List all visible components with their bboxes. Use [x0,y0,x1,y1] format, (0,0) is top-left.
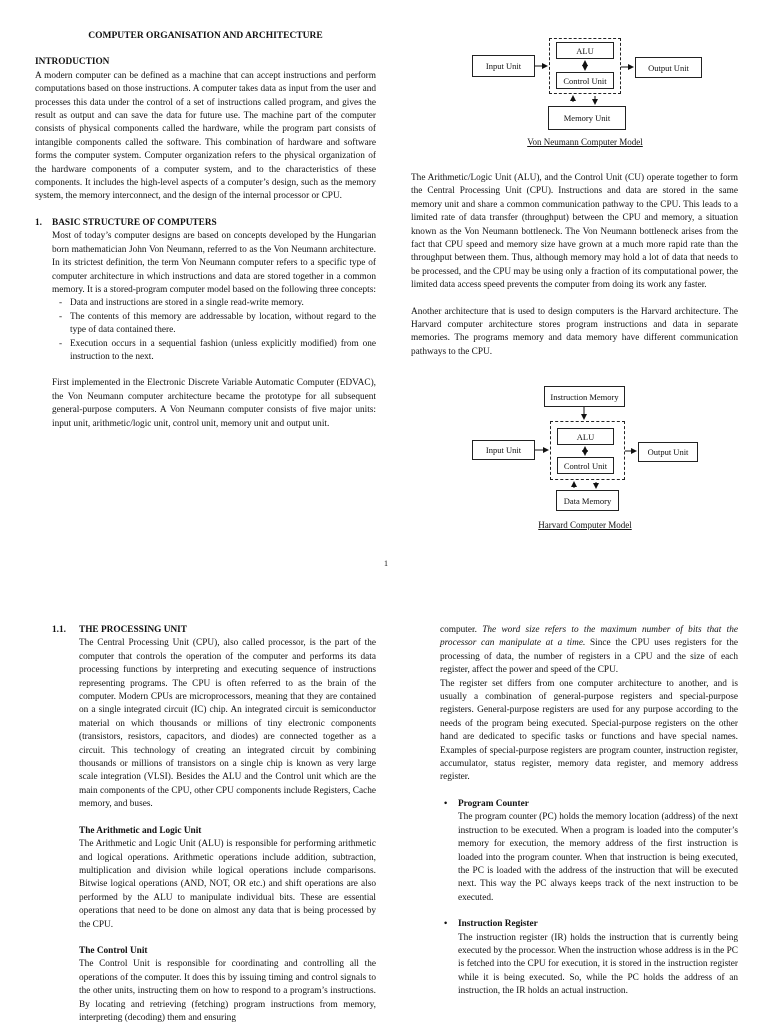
input-unit-box: Input Unit [472,55,535,77]
output-unit-box: Output Unit [635,57,702,78]
alu-box: ALU [556,42,614,59]
list-item [440,918,738,998]
instruction-register-paragraph: The instruction register (IR) holds the instruction that is currently being executed by the processor. When the instruction whose address is in the PC is fetched into the CPU for execution, it is stored in the instruction register while it is being executed. So, while the PC holds the address of an instruction, the IR holds an actual instruction. [458,932,738,997]
bullet-marker: • [444,799,448,809]
alu-heading: The Arithmetic and Logic Unit [79,825,202,836]
harvard-caption: Harvard Computer Model [538,520,632,530]
von-neumann-caption: Von Neumann Computer Model [527,137,643,147]
list-item: - Data and instructions are stored in a single read-write memory. [35,297,376,310]
input-unit-box: Input Unit [472,440,535,460]
cpu-bottleneck-paragraph: The Arithmetic/Logic Unit (ALU), and the Control Unit (CU) operate together to form the Central Processing Unit (CPU). Instructions and data are stored in the same memory unit and share a common communication pathway to the CPU. This leads to a limited rate of data transfer (throughput) between the CPU and memory, a situation known as the Von Neumann bottleneck. The Von Neumann bottleneck arises from the fact that CPU speed and memory size have grown at a much more rapid rate than the throughput between them. Thus, although memory may hold a lot of data that needs to be processed, and the CPU may be using only a fraction of its computational power, the limited data access speed prevents the computer from doing its work any faster. [411,173,738,291]
page2-left-column [52,624,376,1024]
page-number: 1 [384,559,388,568]
page-gap [0,582,768,602]
page2-right-column [440,624,738,798]
section-1-1-title: THE PROCESSING UNIT [79,625,187,635]
list-item: - Execution occurs in a sequential fashion (unless explicitly modified) from one instruction to the next. [35,338,376,365]
data-memory-box: Data Memory [556,490,619,511]
control-unit-box: Control Unit [556,72,614,89]
register-bullets [440,798,738,999]
list-item: - The contents of this memory are addressable by location, without regard to the type of data contained there. [35,311,376,338]
word-size-definition: The word size refers to the maximum number of bits that the processor can manipulate at a time. [440,625,739,649]
instruction-memory-box: Instruction Memory [544,386,625,407]
alu-paragraph: The Arithmetic and Logic Unit (ALU) is responsible for performing arithmetic and logical operations. Arithmetic operations include addition, subtraction, multiplication and division while logical operations include comparisons. Bitwise logical operations (AND, NOT, OR etc.) and shift operations are also performed by the ALU to manipulate individual bits. These are essential operations that need to be done on almost any data that is being processed by the CPU. [79,839,376,930]
section1-number: 1. [35,217,42,228]
program-counter-paragraph: The program counter (PC) holds the memory location (address) of the next instruction to be executed. When a program is loaded into the computer’s memory for execution, the memory address of the first instruction is loaded into the program counter. When that instruction is being executed, the PC is loaded with the address of the instruction that will be executed next. This way the PC always keeps track of the next instruction to be executed. [458,812,738,903]
document-title: COMPUTER ORGANISATION AND ARCHITECTURE [88,31,323,41]
section-1-1-number: 1.1. [52,625,66,635]
bullet-marker: • [444,919,448,930]
control-unit-box: Control Unit [557,457,614,474]
program-counter-heading: Program Counter [458,799,529,809]
control-unit-heading: The Control Unit [79,945,148,956]
word-size-rest: Since the CPU uses registers for the processing of data, the number of registers in a CPU and the size of each register, affect the power and speed of the CPU. [440,638,738,676]
list-item [440,798,738,905]
intro-heading: INTRODUCTION [35,57,110,68]
word-size-paragraph [440,624,738,678]
section-1-1-heading [52,624,376,637]
section1-title: BASIC STRUCTURE OF COMPUTERS [52,217,217,228]
intro-paragraph: A modern computer can be defined as a machine that can accept instructions and perform computations based on those instructions. A computer takes data as input from the user and processes this data under the control of a set of instructions called program, and gives the result as output and can save the data for future use. The machine part of the computer consists of physical components called the hardware, while the program part consists of intangible components called the software. This combination of hardware and software forms the computer system. Computer organization refers to the physical organization of the hardware components of a computer system, and to the characteristics of these components. It includes the high-level aspects of a computer’s design, such as the memory system, the memory interconnect, and the design of the internal processor or CPU. [35,70,376,202]
instruction-register-heading: Instruction Register [458,919,538,930]
harvard-paragraph: Another architecture that is used to design computers is the Harvard architecture. The Harvard computer architecture stores program instructions and data in separate memories. The programs memory and data memory have different communication pathways to the CPU. [411,306,738,357]
output-unit-box: Output Unit [638,442,698,462]
processing-unit-paragraph: The Central Processing Unit (CPU), also called processor, is the part of the computer that controls the operation of the computer and performs its data processing functions by interpreting and executing sequence of instructions representing programs. The CPU is often referred to as the brain of the computer. Modern CPUs are microprocessors, meaning that they are contained on a single integrated circuit (IC) chip. An integrated circuit is semiconductor material on which thousands or millions of tiny electronic components (transistors, resistors, capacitors, and diodes) are connected together as a circuit. This technology of creating an integrated circuit by combining thousands or millions of transistors on a single chip is known as very large scale integration (VLSI). Besides the ALU and the Control unit which are the main components of the CPU, other CPU components include Registers, Cache memory, and buses. [79,638,376,810]
section1-paragraph: Most of today’s computer designs are based on concepts developed by the Hungarian born mathematician John Von Neumann, referred to as the Von Neumann architecture. In its strictest definition, the term Von Neumann computer refers to a specific type of computer architecture in which instructions and data are stored together in a common memory. It is a stored-program computer model based on the following three concepts: [52,231,376,295]
alu-box: ALU [557,428,614,445]
control-unit-paragraph: The Control Unit is responsible for coordinating and controlling all the operations of the computer. It does this by issuing timing and control signals to the other units, instructing them on how to respond to a program’s instructions. By locating and retrieving (fetching) program instructions from memory, interpreting (decoding) them and ensuring [79,959,376,1023]
register-set-paragraph: The register set differs from one computer architecture to another, and is usually a combination of general-purpose registers and special-purpose registers. General-purpose registers are used for any purpose according to the needs of the program being executed. Special-purpose registers on the other hand are dedicated to specific tasks or functions and have special names. Examples of special-purpose registers are program counter, instruction register, accumulator, status register, memory data register, and memory address register. [440,678,738,783]
word-size-lead: computer. [440,625,483,635]
memory-unit-box: Memory Unit [548,106,626,130]
edvac-paragraph: First implemented in the Electronic Discrete Variable Automatic Computer (EDVAC), the Von Neumann computer architecture became the prototype for all subsequent general-purpose computers. A Von Neumann computer consists of five major units: input unit, arithmetic/logic unit, control unit, memory unit and output unit. [52,378,376,429]
document-page-2 [0,602,768,1024]
